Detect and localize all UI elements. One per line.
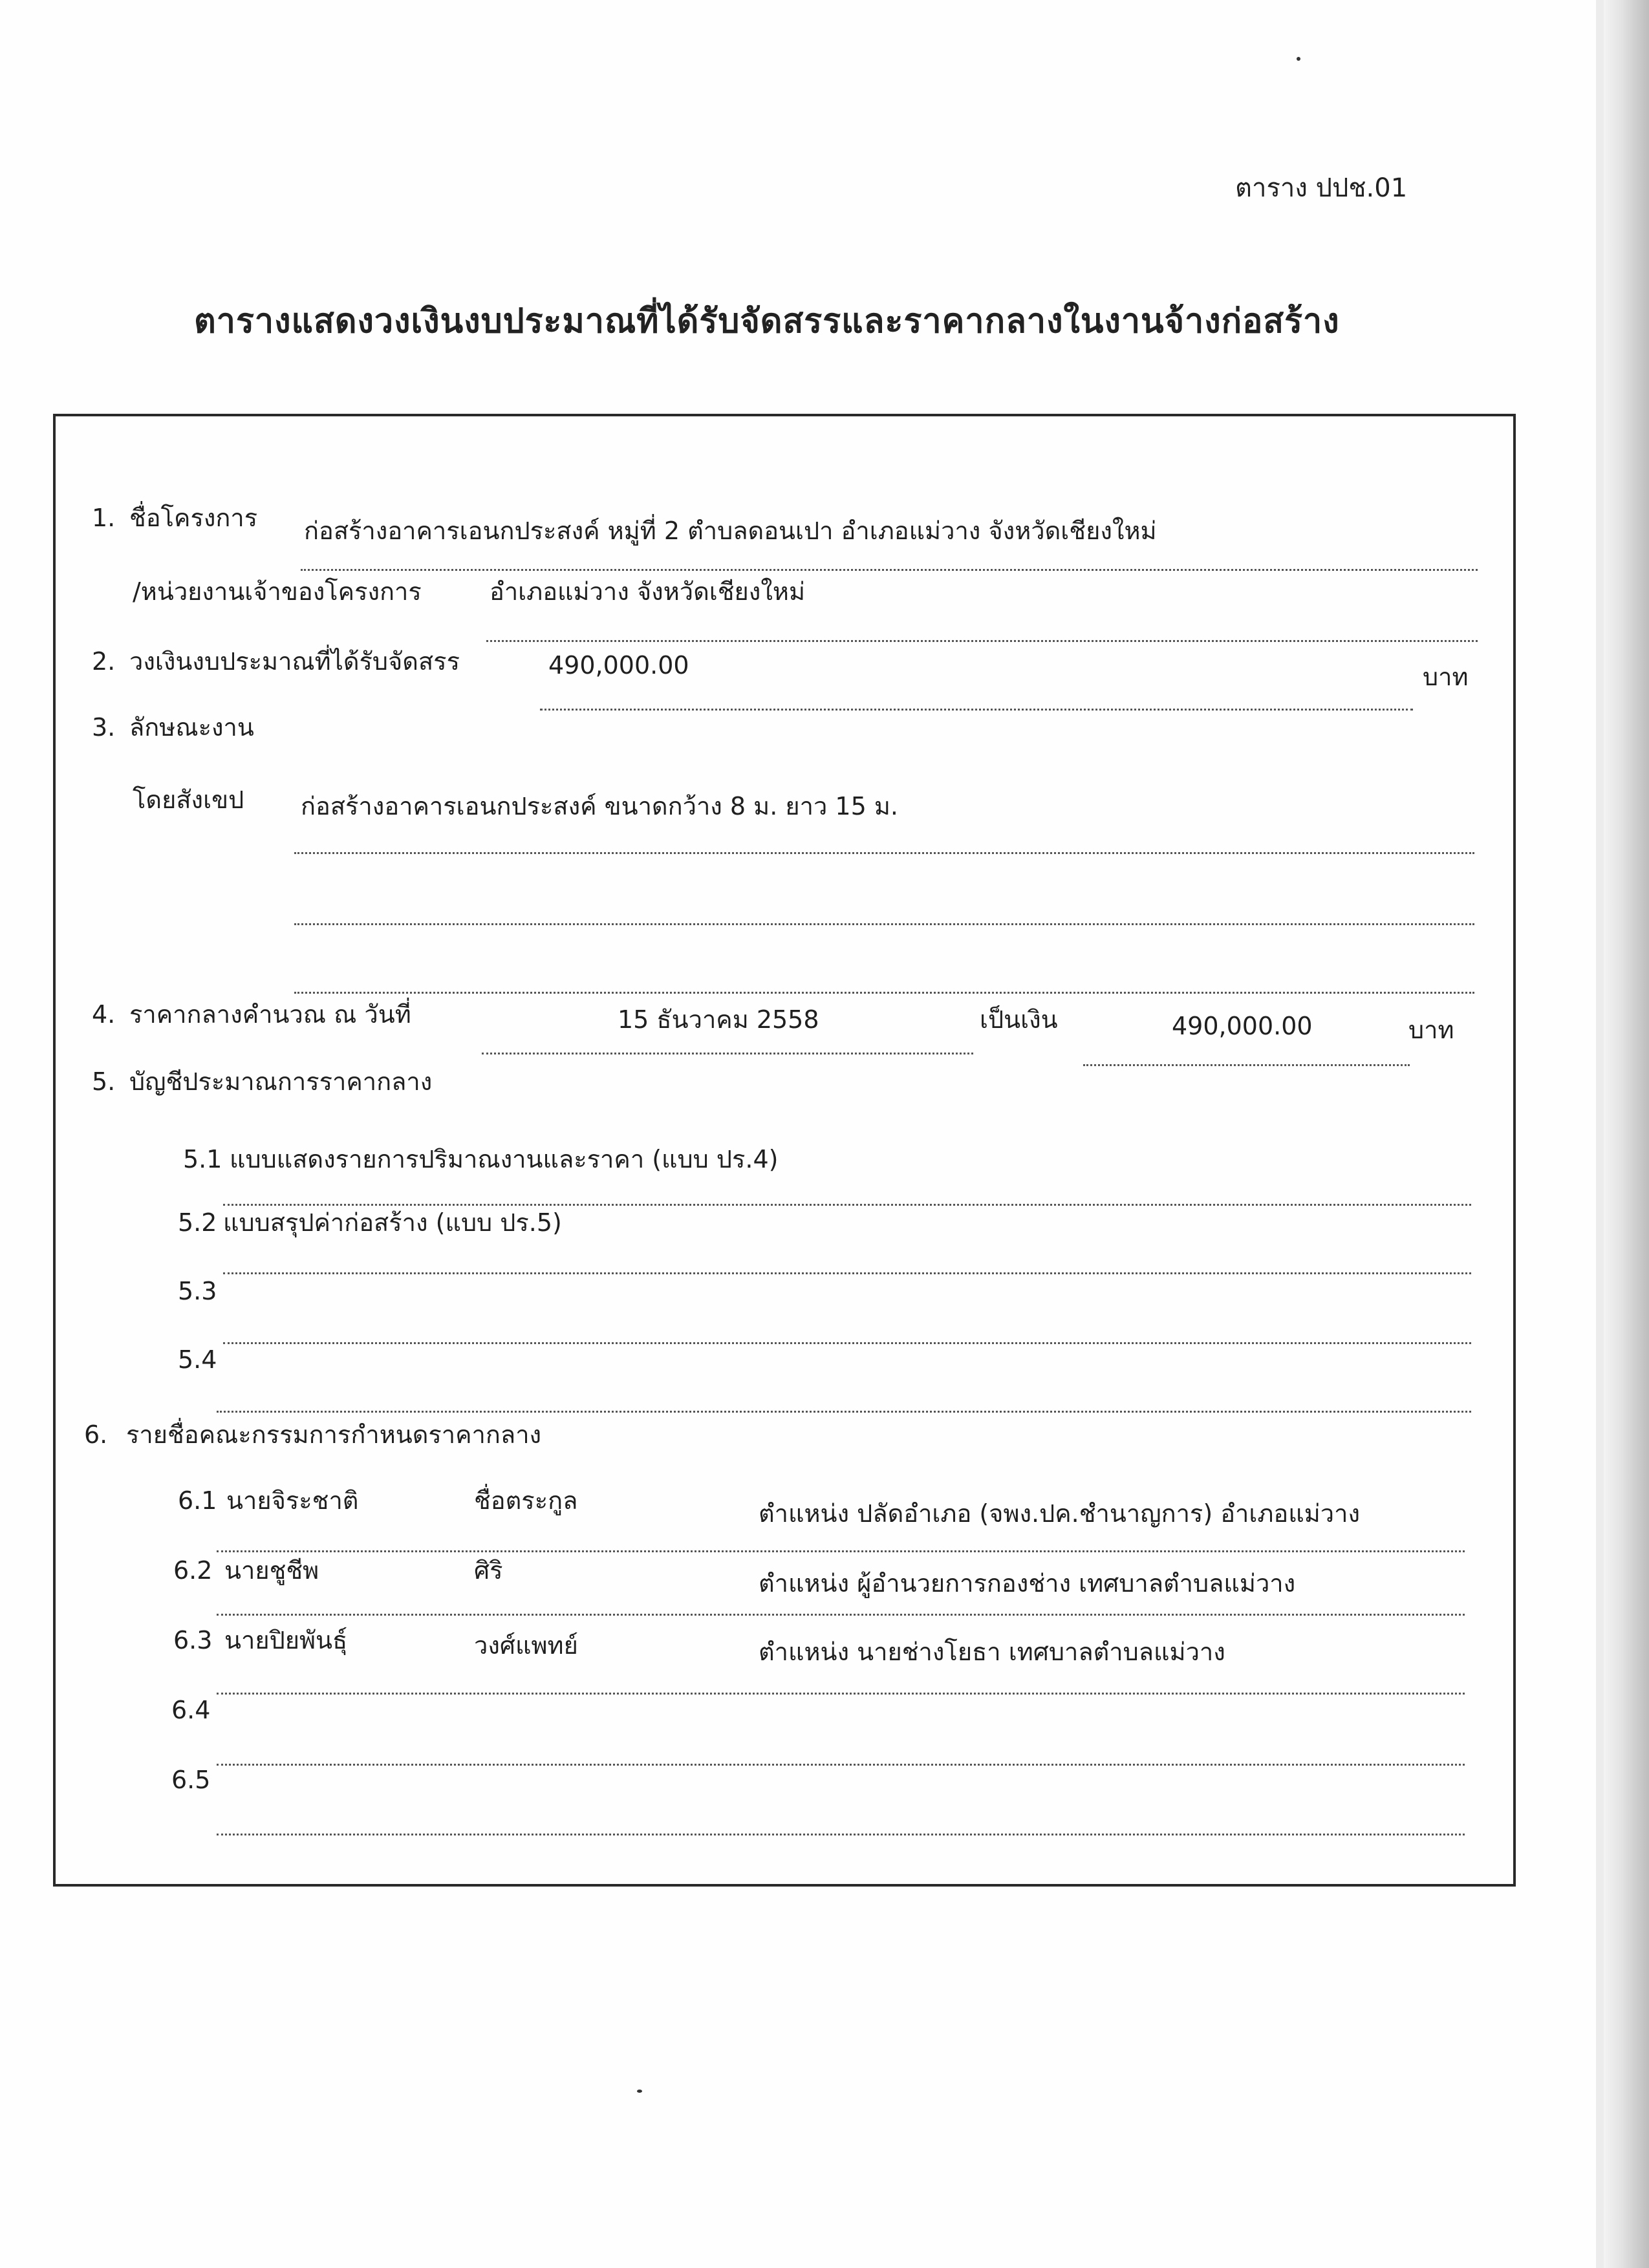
item3-sub-label: โดยสังเขป [133, 786, 244, 814]
item4-amount-label: เป็นเงิน [980, 1005, 1058, 1034]
item2-unit: บาท [1423, 663, 1469, 691]
speck [1297, 57, 1300, 61]
dotted-line [482, 1053, 973, 1054]
item3-description: ก่อสร้างอาคารเอนกประสงค์ ขนาดกว้าง 8 ม. ยาว 15 ม. [301, 792, 898, 820]
item3-label: ลักษณะงาน [129, 713, 254, 742]
page-edge [1604, 0, 1649, 2268]
member-number: 6.5 [171, 1766, 211, 1794]
member-name: นายจิระชาติ [226, 1486, 359, 1515]
member-number: 6.3 [173, 1626, 213, 1654]
member-number: 6.1 [178, 1486, 217, 1515]
member-name: นายชูชีพ [224, 1556, 319, 1585]
member-number: 6.4 [171, 1696, 211, 1724]
item5-label: บัญชีประมาณการราคากลาง [129, 1067, 433, 1096]
dotted-line [217, 1764, 1465, 1766]
form-code: ตาราง ปปช.01 [1235, 173, 1408, 203]
dotted-line [486, 640, 1478, 642]
item5-entry-number: 5.2 [178, 1208, 217, 1237]
item5-entry-text: แบบแสดงรายการปริมาณงานและราคา (แบบ ปร.4) [230, 1145, 779, 1173]
member-position: ตำแหน่ง ปลัดอำเภอ (จพง.ปค.ชำนาญการ) อำเภอแม่วาง [759, 1499, 1361, 1528]
dotted-line [294, 992, 1474, 994]
dotted-line [217, 1550, 1465, 1552]
dotted-line [294, 923, 1474, 925]
item5-entry-number: 5.4 [178, 1345, 217, 1374]
item1-label: ชื่อโครงการ [129, 504, 258, 532]
member-position: ตำแหน่ง ผู้อำนวยการกองช่าง เทศบาลตำบลแม่วาง [759, 1569, 1296, 1598]
dotted-line [223, 1342, 1471, 1344]
item5-number: 5. [92, 1067, 116, 1096]
dotted-line [217, 1411, 1471, 1413]
document-title: ตารางแสดงวงเงินงบประมาณที่ได้รับจัดสรรและราคากลางในงานจ้างก่อสร้าง [194, 302, 1340, 341]
item4-number: 4. [92, 1000, 116, 1029]
speck [637, 2090, 642, 2093]
dotted-line [217, 1614, 1465, 1616]
page-shadow [1596, 0, 1604, 2268]
member-surname: ชื่อตระกูล [474, 1486, 578, 1515]
item4-date: 15 ธันวาคม 2558 [618, 1005, 819, 1034]
item1-owner-value: อำเภอแม่วาง จังหวัดเชียงใหม่ [490, 577, 806, 606]
item2-budget-value: 490,000.00 [548, 651, 689, 679]
item5-entry-text: แบบสรุปค่าก่อสร้าง (แบบ ปร.5) [223, 1208, 562, 1237]
dotted-line [217, 1693, 1465, 1695]
item2-label: วงเงินงบประมาณที่ได้รับจัดสรร [129, 647, 460, 676]
item1-owner-label: /หน่วยงานเจ้าของโครงการ [133, 577, 422, 606]
member-name: นายปิยพันธุ์ [224, 1626, 348, 1654]
item4-label: ราคากลางคำนวณ ณ วันที่ [129, 1000, 411, 1029]
item1-number: 1. [92, 504, 116, 532]
dotted-line [301, 569, 1478, 571]
member-number: 6.2 [173, 1556, 213, 1585]
item6-label: รายชื่อคณะกรรมการกำหนดราคากลาง [126, 1420, 542, 1449]
item4-amount: 490,000.00 [1172, 1012, 1313, 1040]
dotted-line [294, 852, 1474, 854]
item5-entry-number: 5.3 [178, 1277, 217, 1305]
member-position: ตำแหน่ง นายช่างโยธา เทศบาลตำบลแม่วาง [759, 1638, 1225, 1666]
item6-number: 6. [84, 1420, 108, 1449]
item4-unit: บาท [1408, 1016, 1454, 1044]
member-surname: วงศ์แพทย์ [474, 1631, 578, 1660]
dotted-line [540, 709, 1413, 711]
dotted-line [223, 1272, 1471, 1274]
item5-entry-number: 5.1 [183, 1145, 222, 1173]
item1-project-name: ก่อสร้างอาคารเอนกประสงค์ หมู่ที่ 2 ตำบลดอนเปา อำเภอแม่วาง จังหวัดเชียงใหม่ [304, 517, 1157, 545]
item2-number: 2. [92, 647, 116, 676]
dotted-line [223, 1204, 1471, 1206]
item3-number: 3. [92, 713, 116, 742]
dotted-line [1083, 1064, 1410, 1066]
dotted-line [217, 1834, 1465, 1835]
member-surname: ศิริ [474, 1556, 503, 1585]
